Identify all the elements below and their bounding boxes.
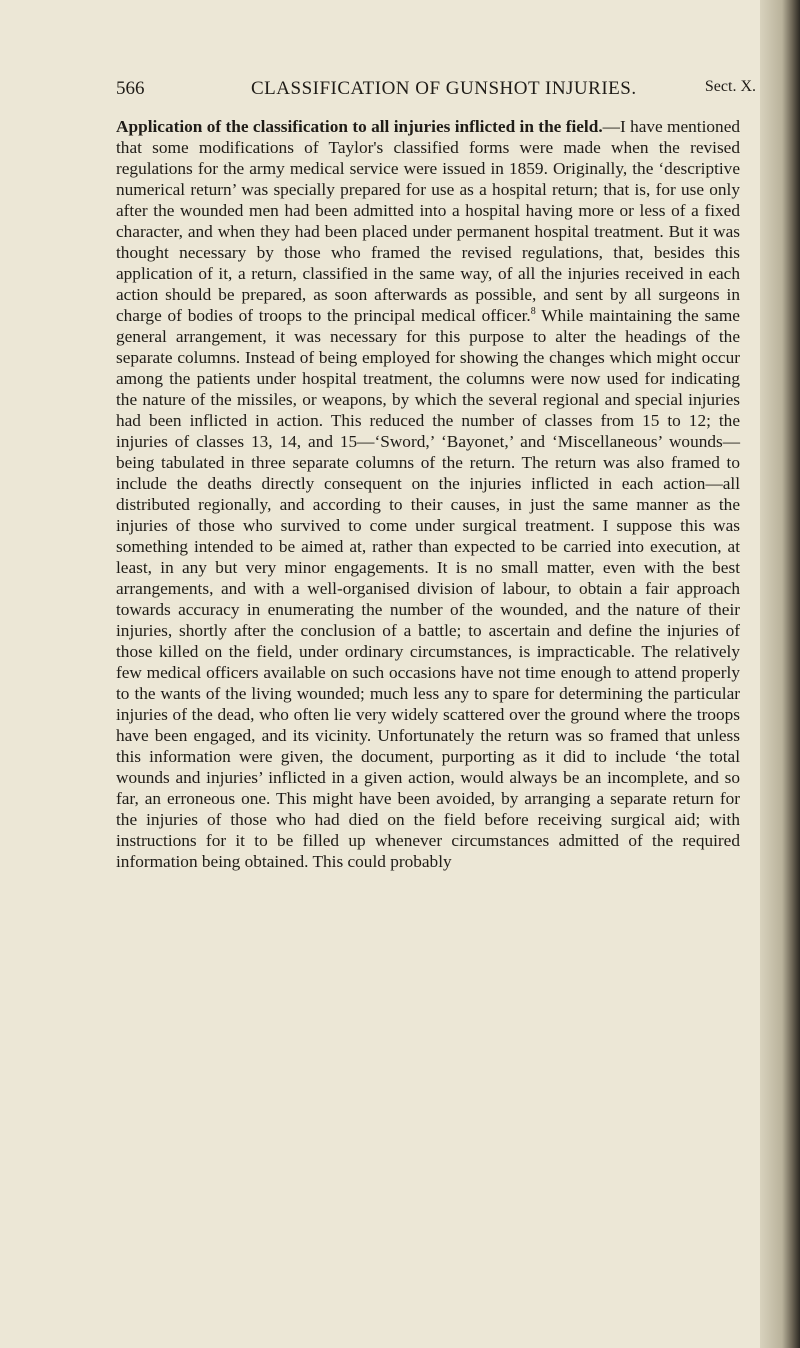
running-title: CLASSIFICATION OF GUNSHOT INJURIES. (251, 78, 637, 99)
running-header (116, 78, 756, 102)
page-number: 566 (116, 78, 145, 99)
footnote-reference[interactable]: 8 (530, 306, 536, 318)
paragraph-text-part2: While maintaining the same general arrangement, it was necessary for this purpose to alter the headings of the separate columns. Instead of being employed for showing the changes which might occur among the patients under hospital treatment, the columns were now used for indicating the nature of the missiles, or weapons, by which the several regional and special injuries had been inflicted in action. This reduced the number of classes from 15 to 12; the injuries of classes 13, 14, and 15—‘Sword,’ ‘Bayonet,’ and ‘Miscellaneous’ wounds—being tabulated in three separate columns of the return. The return was also framed to include the deaths directly consequent on the injuries inflicted in each action—all distributed regionally, and according to their causes, in just the same manner as the injuries of those who survived to come under surgical treatment. I suppose this was something intended to be aimed at, rather than expected to be carried into execution, at least, in any but very minor engagements. It is no small matter, even with the best arrangements, and with a well-organised division of labour, to obtain a fair approach towards accuracy in enumerating the number of the wounded, and the nature of their injuries, shortly after the conclusion of a battle; to ascertain and define the injuries of those killed on the field, under ordinary circumstances, is impracticable. The relatively few medical officers available on such occasions have not time enough to attend properly to the wants of the living wounded; much less any to spare for determining the particular injuries of the dead, who often lie very widely scattered over the ground where the troops have been engaged, and its vicinity. Unfortunately the return was so framed that unless this information were given, the document, purporting as it did to include ‘the total wounds and injuries’ inflicted in a given action, would always be an incomplete, and so far, an erroneous one. This might have been avoided, by arranging a separate return for the injuries of those who had died on the field before receiving surgical aid; with instructions for it to be filled up whenever circumstances admitted of the required information being obtained. This could probably (116, 306, 740, 871)
page-edge-shadow (760, 0, 800, 1348)
paragraph-text-part1: —I have mentioned that some modifications of Taylor's classified forms were made when the revised regulations for the army medical service were issued in 1859. Originally, the ‘descriptive numerical return’ was specially prepared for use as a hospital return; that is, for use only after the wounded men had been admitted into a hospital having more or less of a fixed character, and when they had been placed under permanent hospital treatment. But it was thought necessary by those who framed the revised regulations, that, besides this application of it, a return, classified in the same way, of all the injuries received in each action should be prepared, as soon afterwards as possible, and sent by all surgeons in charge of bodies of troops to the principal medical officer. (116, 117, 740, 325)
section-label: Sect. X. (704, 78, 756, 95)
paragraph (116, 116, 740, 872)
run-in-heading: Application of the classification to all injuries inflicted in the field. (116, 117, 603, 136)
body-text (116, 116, 740, 872)
